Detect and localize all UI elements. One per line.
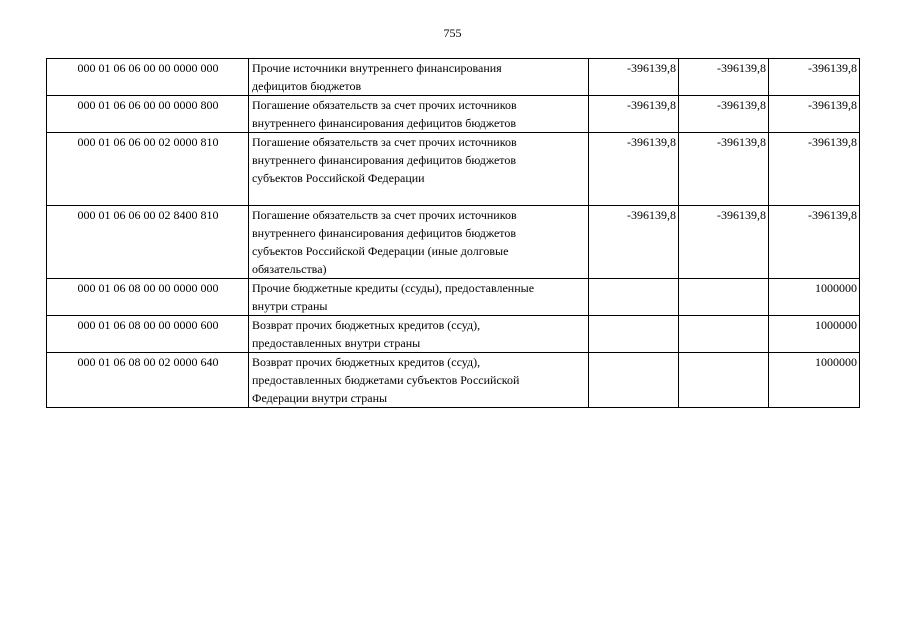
amount-cell-year-1 (589, 316, 679, 353)
amount-cell-year-3: -396139,8 (769, 59, 860, 96)
amount-cell-year-1: -396139,8 (589, 133, 679, 206)
table-row (47, 59, 860, 96)
item-name-line: Погашение обязательств за счет прочих источников (252, 208, 517, 222)
item-name-line: обязательства) (252, 262, 327, 276)
item-name-cell (249, 133, 589, 206)
amount-cell-year-3: -396139,8 (769, 96, 860, 133)
amount-cell-year-2 (679, 353, 769, 408)
item-name-line: внутреннего финансирования дефицитов бюджетов (252, 226, 517, 240)
budget-code-cell: 000 01 06 08 00 00 0000 600 (47, 316, 249, 353)
page-number: 755 (443, 26, 462, 40)
item-name-line: дефицитов бюджетов (252, 79, 362, 93)
amount-cell-year-1 (589, 279, 679, 316)
amount-cell-year-2 (679, 279, 769, 316)
item-name-cell (249, 59, 589, 96)
amount-cell-year-3: 1000000 (769, 316, 860, 353)
amount-cell-year-2: -396139,8 (679, 59, 769, 96)
budget-sources-table (46, 58, 860, 408)
table-row (47, 316, 860, 353)
item-name-cell (249, 96, 589, 133)
table-row (47, 353, 860, 408)
amount-cell-year-2 (679, 316, 769, 353)
item-name-line: Возврат прочих бюджетных кредитов (ссуд), (252, 318, 481, 332)
item-name-line: Федерации внутри страны (252, 391, 388, 405)
item-name-line: субъектов Российской Федерации (252, 171, 425, 185)
amount-cell-year-1: -396139,8 (589, 96, 679, 133)
amount-cell-year-3: 1000000 (769, 279, 860, 316)
item-name-line: Прочие бюджетные кредиты (ссуды), предоставленные (252, 281, 535, 295)
item-name-line: предоставленных бюджетами субъектов Российской (252, 373, 520, 387)
budget-code-cell: 000 01 06 06 00 02 0000 810 (47, 133, 249, 206)
item-name-line: Прочие источники внутреннего финансирования (252, 61, 502, 75)
budget-code-cell: 000 01 06 08 00 02 0000 640 (47, 353, 249, 408)
item-name-line: Погашение обязательств за счет прочих источников (252, 98, 517, 112)
item-name-cell (249, 316, 589, 353)
item-name-line: внутреннего финансирования дефицитов бюджетов (252, 116, 517, 130)
amount-cell-year-3: -396139,8 (769, 206, 860, 279)
item-name-cell (249, 353, 589, 408)
item-name-line: Возврат прочих бюджетных кредитов (ссуд), (252, 355, 481, 369)
table-row (47, 279, 860, 316)
table-row (47, 206, 860, 279)
budget-code-cell: 000 01 06 06 00 00 0000 000 (47, 59, 249, 96)
amount-cell-year-3: -396139,8 (769, 133, 860, 206)
amount-cell-year-2: -396139,8 (679, 133, 769, 206)
item-name-line: предоставленных внутри страны (252, 336, 421, 350)
amount-cell-year-1: -396139,8 (589, 206, 679, 279)
item-name-line: Погашение обязательств за счет прочих источников (252, 135, 517, 149)
budget-code-cell: 000 01 06 06 00 02 8400 810 (47, 206, 249, 279)
item-name-line: внутреннего финансирования дефицитов бюджетов (252, 153, 517, 167)
amount-cell-year-2: -396139,8 (679, 206, 769, 279)
budget-code-cell: 000 01 06 08 00 00 0000 000 (47, 279, 249, 316)
item-name-cell (249, 206, 589, 279)
amount-cell-year-1: -396139,8 (589, 59, 679, 96)
item-name-line: внутри страны (252, 299, 328, 313)
item-name-cell (249, 279, 589, 316)
item-name-line (252, 187, 586, 205)
table-body (47, 59, 860, 408)
item-name-line: субъектов Российской Федерации (иные долговые (252, 244, 509, 258)
table-row (47, 133, 860, 206)
amount-cell-year-1 (589, 353, 679, 408)
amount-cell-year-2: -396139,8 (679, 96, 769, 133)
budget-code-cell: 000 01 06 06 00 00 0000 800 (47, 96, 249, 133)
table-row (47, 96, 860, 133)
amount-cell-year-3: 1000000 (769, 353, 860, 408)
